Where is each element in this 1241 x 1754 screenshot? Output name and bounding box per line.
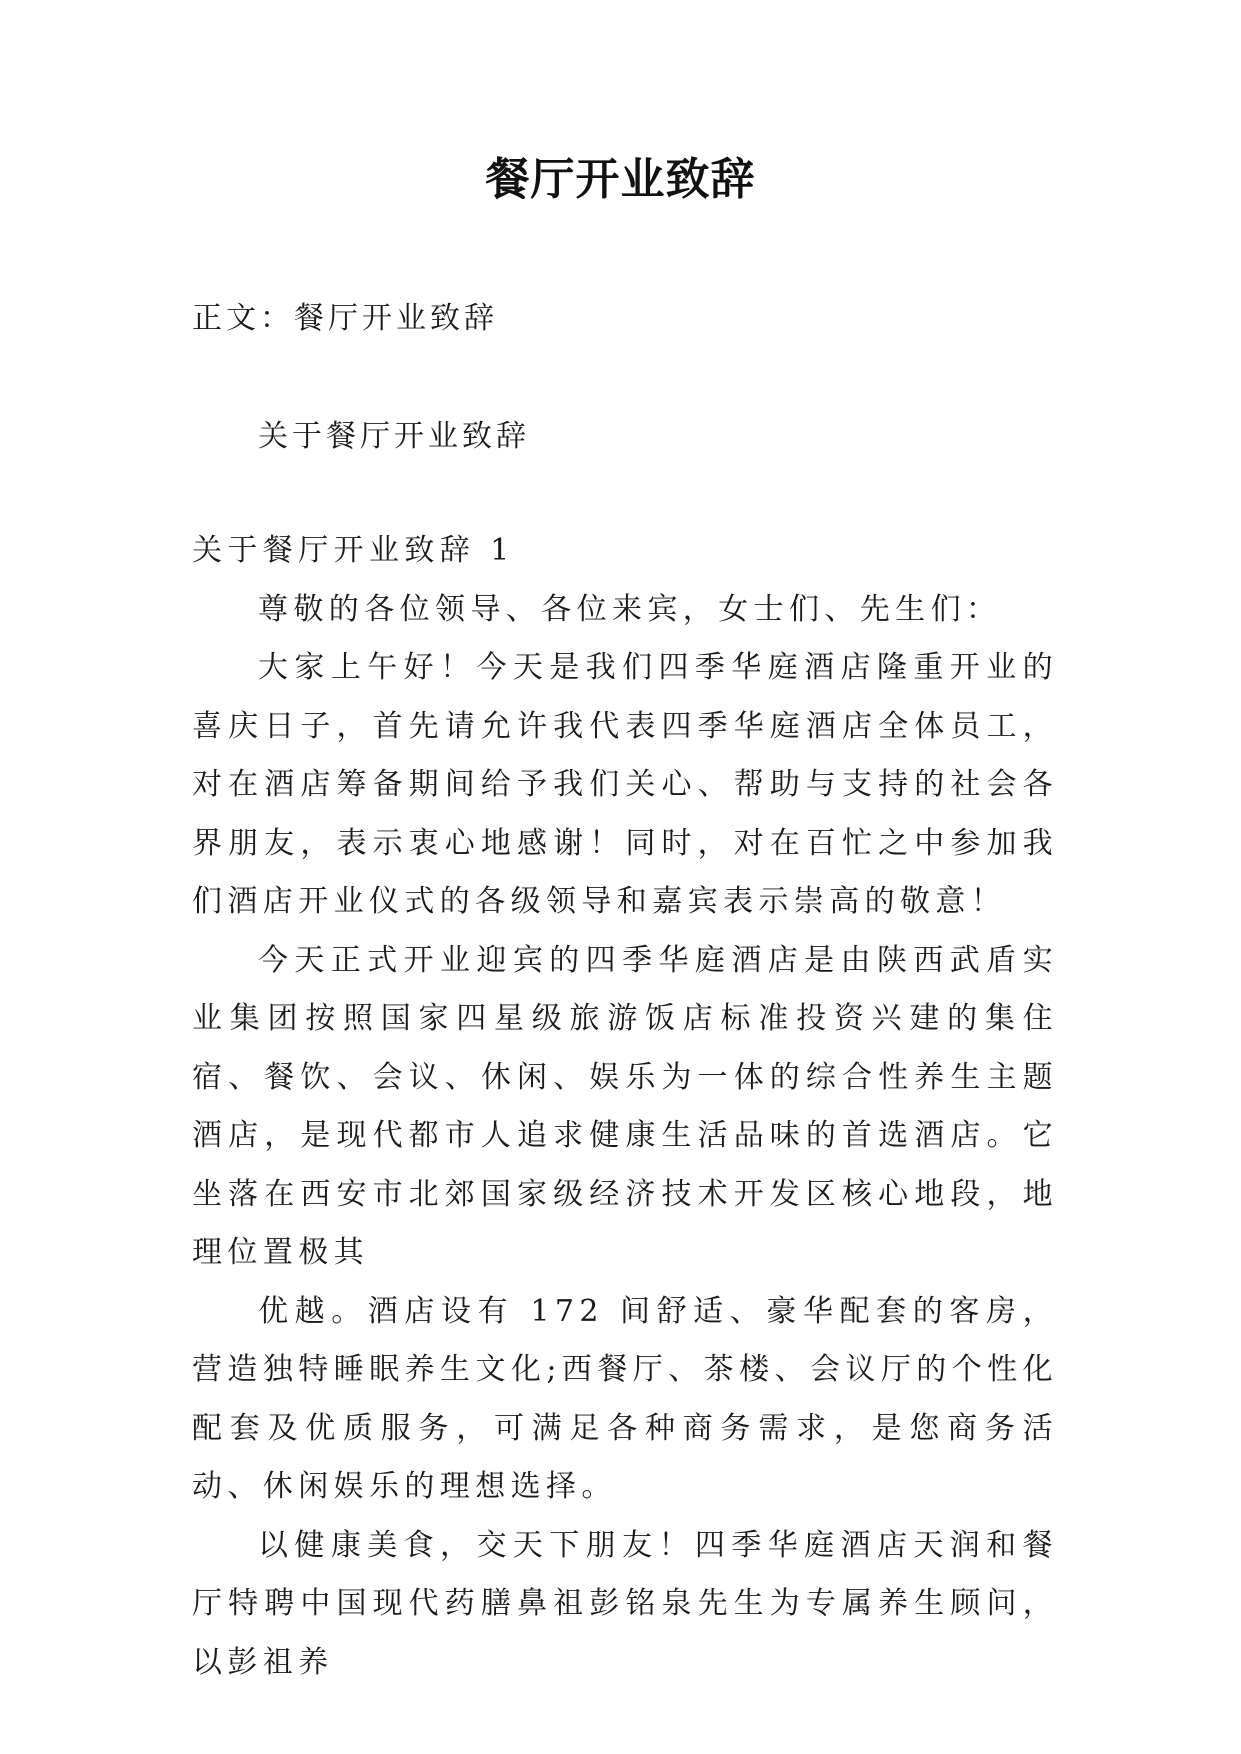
- article-heading: 关于餐厅开业致辞 1: [192, 533, 515, 568]
- article-body: [192, 522, 1058, 1692]
- section-title: 关于餐厅开业致辞: [258, 419, 530, 454]
- body-label: 正文：餐厅开业致辞: [192, 301, 498, 336]
- paragraph-salutation: 尊敬的各位领导、各位来宾，女士们、先生们：: [258, 591, 1002, 627]
- paragraph: 以健康美食，交天下朋友！四季华庭酒店天润和餐厅特聘中国现代药膳鼻祖彭铭泉先生为专属养生顾问，以彭祖养: [192, 1527, 1058, 1680]
- document-title: 餐厅开业致辞: [485, 154, 756, 205]
- paragraph: 优越。酒店设有 172 间舒适、豪华配套的客房，营造独特睡眠养生文化;西餐厅、茶楼、会议厅的个性化配套及优质服务，可满足各种商务需求，是您商务活动、休闲娱乐的理想选择。: [192, 1293, 1058, 1504]
- paragraph: 今天正式开业迎宾的四季华庭酒店是由陕西武盾实业集团按照国家四星级旅游饭店标准投资兴建的集住宿、餐饮、会议、休闲、娱乐为一体的综合性养生主题酒店，是现代都市人追求健康生活品味的首选酒店。它坐落在西安市北郊国家级经济技术开发区核心地段，地理位置极其: [192, 942, 1058, 1270]
- paragraph: 大家上午好！今天是我们四季华庭酒店隆重开业的喜庆日子，首先请允许我代表四季华庭酒店全体员工，对在酒店筹备期间给予我们关心、帮助与支持的社会各界朋友，表示衷心地感谢！同时，对在百忙之中参加我们酒店开业仪式的各级领导和嘉宾表示崇高的敬意！: [192, 650, 1058, 919]
